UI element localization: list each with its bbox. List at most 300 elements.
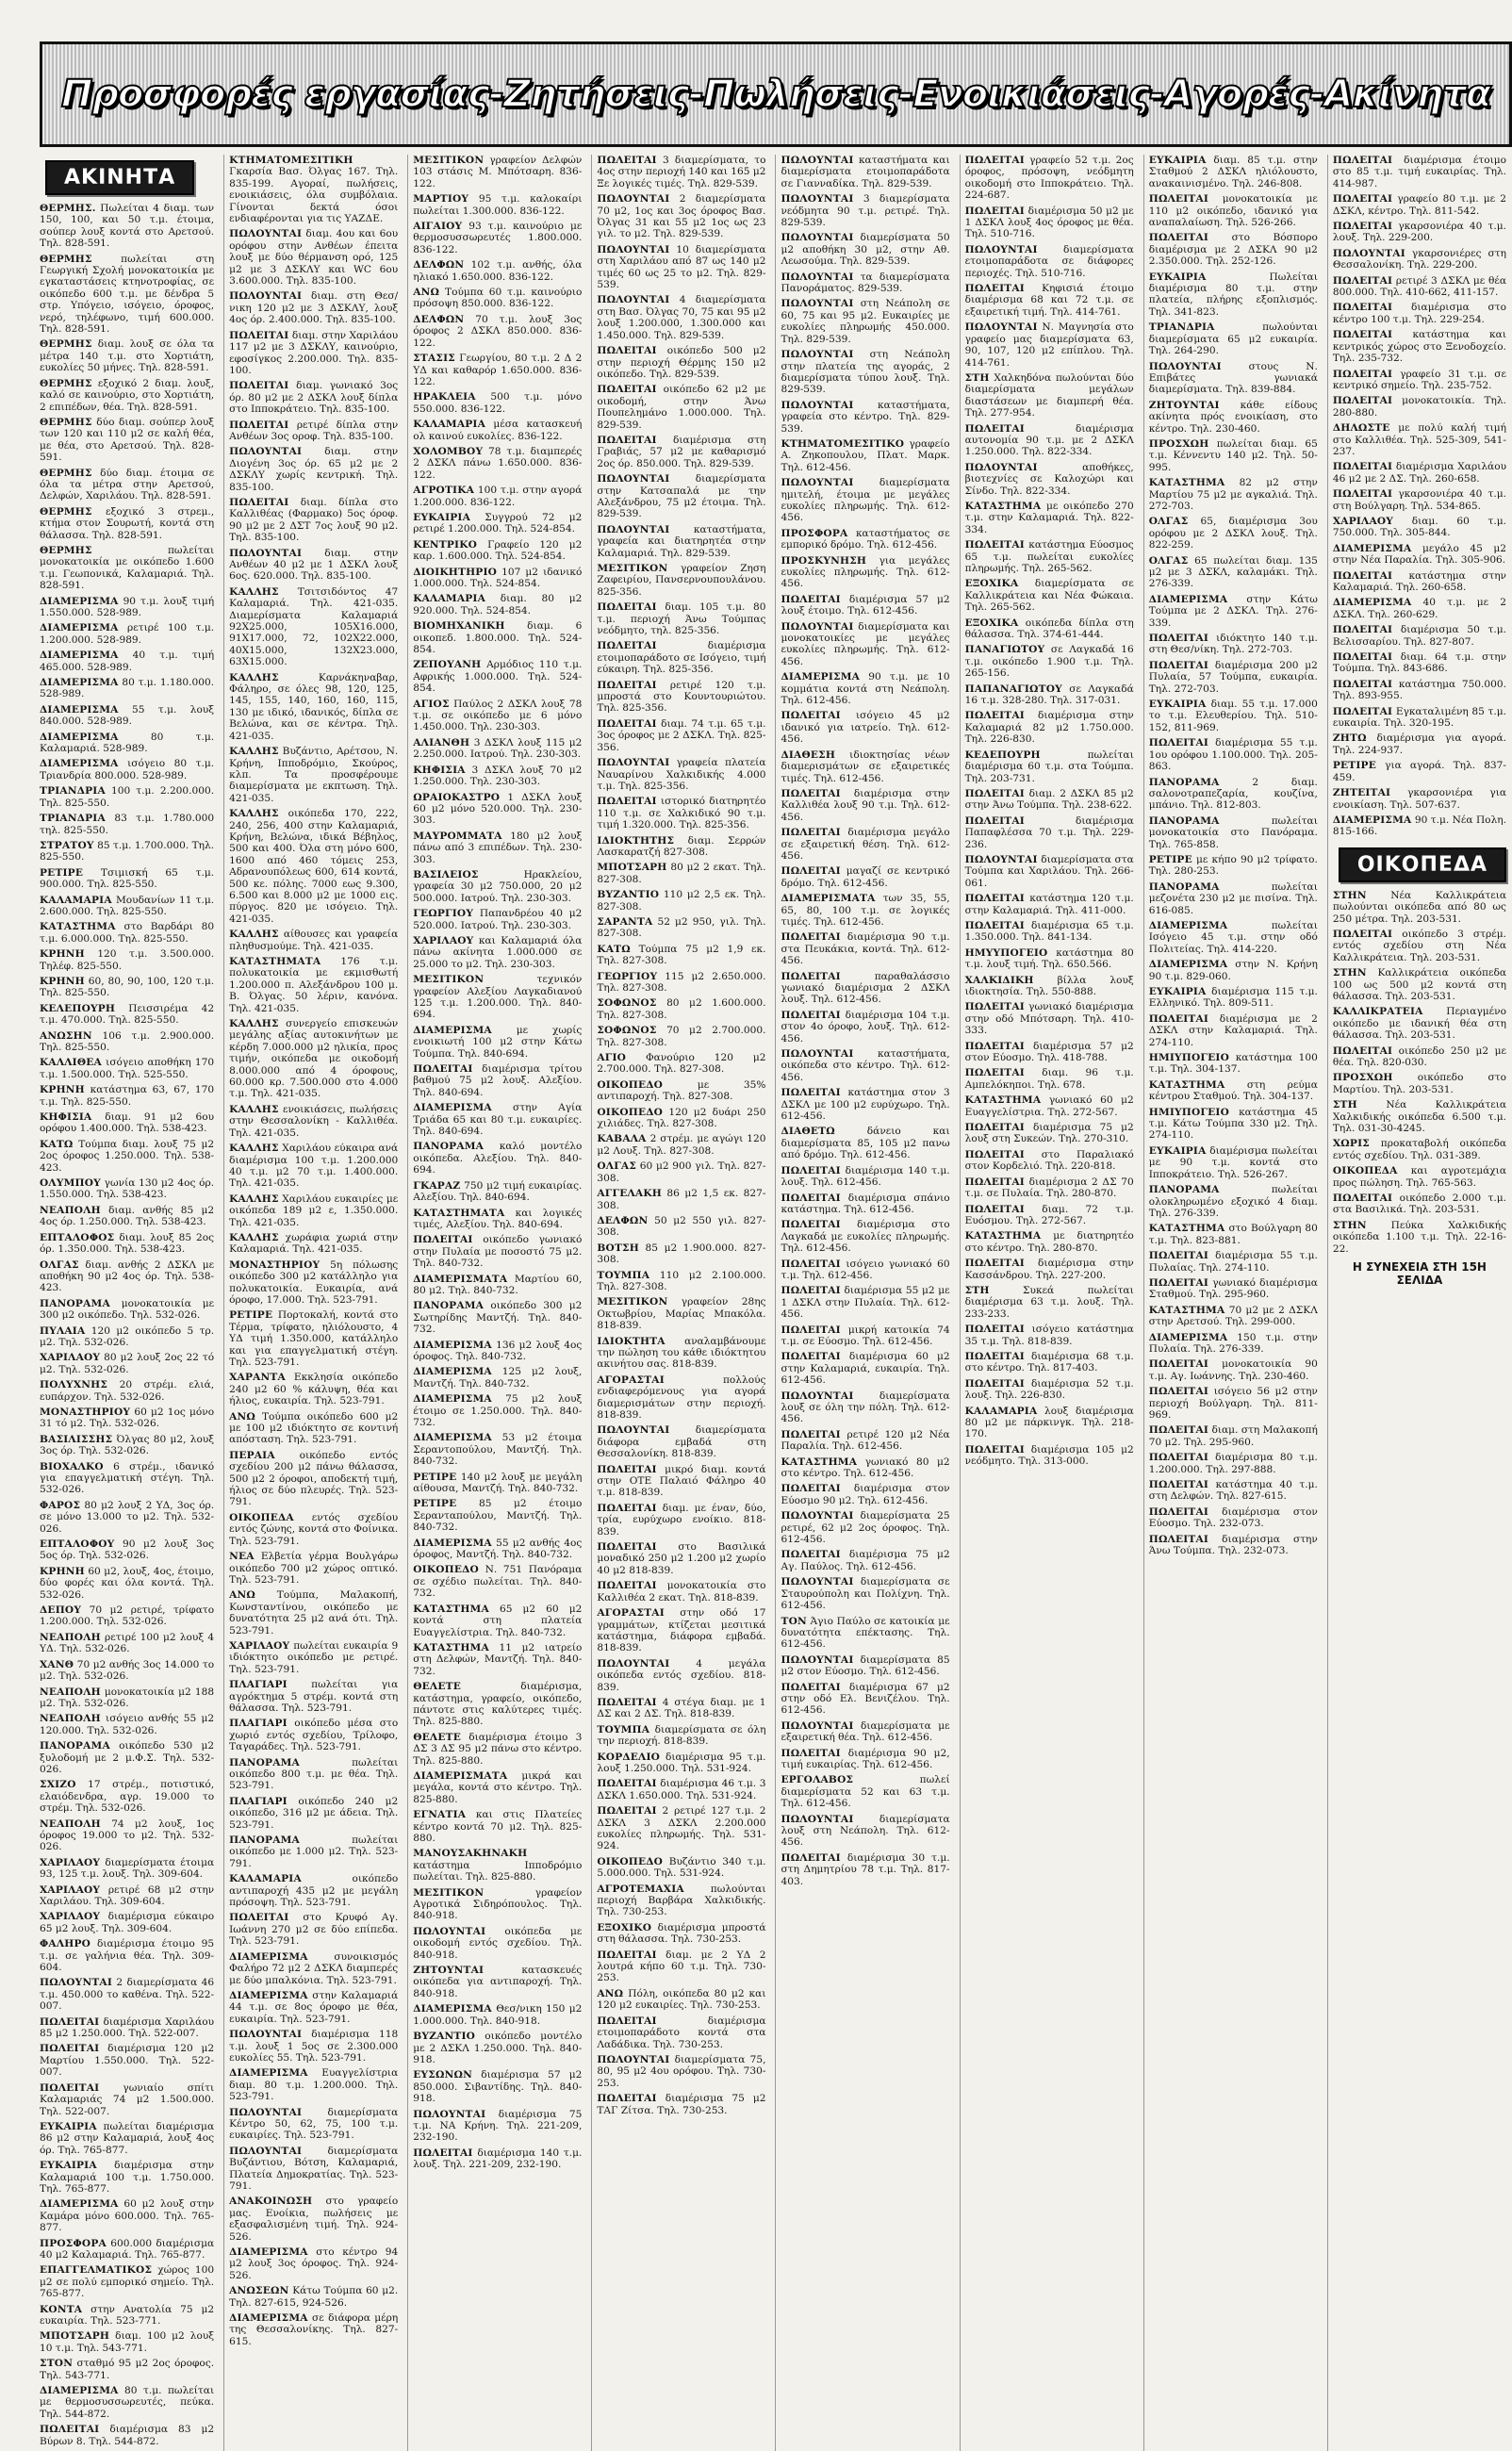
classified-ad bbox=[40, 1604, 214, 1628]
ad-text: Πόλη, οικόπεδα 80 μ2 και 120 μ2 ευκαιρίες. Τηλ. 730-253. bbox=[597, 1987, 766, 2012]
classified-ad bbox=[413, 1564, 582, 1599]
ad-text: διαμέρισμα 75 μ2 λουξ στη Συκεών. Τηλ. 270-310. bbox=[964, 1122, 1134, 1145]
classified-ad bbox=[413, 1432, 582, 1467]
ad-text: σε διάφορα μέρη της Θεσσαλονίκης. Τηλ. 827-615. bbox=[229, 2312, 399, 2347]
classified-ad bbox=[965, 1378, 1134, 1402]
classified-ad bbox=[781, 1258, 949, 1282]
ad-lead-word: ΠΑΝΟΡΑΜΑ bbox=[1148, 814, 1220, 827]
ad-lead-word: ΕΠΤΑΛΟΦΟΥ bbox=[40, 1538, 115, 1551]
ad-lead-word: ΕΥΚΑΙΡΙΑ bbox=[1148, 271, 1207, 283]
classified-ad bbox=[40, 596, 214, 619]
ad-columns bbox=[40, 155, 1507, 2447]
ad-lead-word: ΠΩΛΕΙΤΑΙ bbox=[781, 1851, 841, 1864]
ad-text: οικόπεδα 170, 222, 240, 256, 400 στην Καλαμαριά, Κρήνη, Βελώνα, ιδικά Βέβηλος, 500 και 400. Όλα στη μόνο 600, 1600 από 460 τόμεις 253, Αδρανουπόλεως 600, 614 κοντά, 500 κε. πόλης. 7000 εως 9.300, 6.500 και 8.000 μ2 με 1000 εις. πύργος. 820 με ισόγειο. Τηλ. 421-035. bbox=[229, 808, 399, 925]
ad-text: στη Νεάπολη στην πλατεία της αγοράς, 2 διαμερίσματα τύπου λουξ. Τηλ. 829-539. bbox=[781, 349, 950, 396]
column bbox=[1327, 155, 1506, 2451]
ad-text: οικόπεδο 2.000 τ.μ. στα Βασιλικά. Τηλ. 203-531. bbox=[1332, 1193, 1506, 1216]
classified-ad bbox=[1149, 959, 1318, 982]
ad-text: ισόγειο γωνιακό 60 τ.μ. Τηλ. 612-456. bbox=[781, 1258, 950, 1281]
ad-lead-word: ΠΩΛΟΥΝΤΑΙ bbox=[413, 1925, 486, 1937]
ad-list bbox=[597, 155, 765, 2116]
ad-text: γραφεία πλατεία Ναυαρίνου Χαλκιδικής 4.000 τ.μ. Τηλ. 825-356. bbox=[597, 757, 766, 792]
classified-ad bbox=[965, 283, 1134, 318]
classified-ad bbox=[965, 423, 1134, 458]
classified-ad bbox=[1149, 555, 1318, 590]
classified-ad bbox=[413, 353, 582, 387]
ad-text: 90 τ.μ. Νέα Πολη. 815-166. bbox=[1332, 814, 1506, 838]
ad-lead-word: ΚΑΤΑΣΤΗΜΑ bbox=[413, 1641, 489, 1653]
ad-lead-word: ΠΩΛΕΙΤΑΙ bbox=[597, 155, 657, 166]
ad-lead-word: ΚΕΝΤΡΙΚΟ bbox=[413, 538, 478, 551]
ad-lead-word: ΜΟΝΑΣΤΗΡΙΟΥ bbox=[229, 1258, 320, 1271]
classified-ad bbox=[413, 765, 582, 788]
ad-lead-word: ΟΛΓΑΣ bbox=[1148, 554, 1189, 567]
ad-lead-word: ΠΩΛΕΙΤΑΙ bbox=[1332, 274, 1393, 287]
ad-lead-word: ΧΑΡΙΛΑΟΥ bbox=[229, 1639, 290, 1652]
ad-lead-word: ΑΝΩ bbox=[597, 1987, 624, 1999]
ad-text: διαμ. 64 τ.μ. στην Τούμπα. Τηλ. 843-686. bbox=[1332, 651, 1506, 675]
ad-lead-word: ΠΩΛΕΙΤΑΙ bbox=[964, 539, 1025, 551]
ad-lead-word: ΠΩΛΕΙΤΑΙ bbox=[781, 593, 841, 605]
ad-text: 80 τ.μ. Καλαμαριά. 528-989. bbox=[40, 731, 215, 755]
classified-ad bbox=[1149, 1305, 1318, 1328]
ad-text: Μουδανίων 11 τ.μ. 2.600.000. Τηλ. 825-550. bbox=[40, 894, 215, 917]
classified-ad bbox=[413, 419, 582, 442]
ad-lead-word: ΟΛΓΑΣ bbox=[597, 1160, 637, 1173]
ad-lead-word: ΠΩΛΕΙΤΑΙ bbox=[964, 283, 1025, 295]
ad-text: Παπανδρέου 40 μ2 520.000. Ιατρού. Τηλ. 230-303. bbox=[413, 908, 583, 931]
ad-lead-word: ΣΑΡΑΝΤΑ bbox=[597, 915, 653, 928]
ad-text: χώρος 100 μ2 σε πολύ εμπορικό σημείο. Τηλ. 765-877. bbox=[40, 2264, 215, 2300]
ad-lead-word: ΠΩΛΕΙΤΑΙ bbox=[1332, 651, 1393, 664]
ad-text: διαμέρισμα στο Λαγκαδά με ευκολίες πληρωμής. Τηλ. 612-456. bbox=[781, 1219, 950, 1255]
classified-ad bbox=[781, 477, 949, 524]
ad-lead-word: ΠΩΛΟΥΝΤΑΙ bbox=[229, 446, 303, 458]
ad-lead-word: ΝΕΑΠΟΛΗ bbox=[40, 1204, 101, 1216]
ad-text: γκαρσονιέρα 40 τ.μ. στη Βούλγαρη. Τηλ. 534-865. bbox=[1332, 488, 1506, 512]
classified-ad bbox=[781, 193, 949, 228]
ad-lead-word: ΠΩΛΕΙΤΑΙ bbox=[1148, 1386, 1209, 1398]
classified-ad bbox=[1333, 929, 1506, 963]
ad-text: Πεύκα Χαλκιδικής οικόπεδα 1.100 τ.μ. Τηλ. 22-16-22. bbox=[1332, 1219, 1506, 1255]
classified-ad bbox=[1149, 1223, 1318, 1246]
ad-lead-word: ΔΙΑΜΕΡΙΣΜΑ bbox=[413, 1432, 492, 1444]
classified-ad bbox=[781, 1748, 949, 1771]
ad-lead-word: ΕΞΟΧΙΚΑ bbox=[964, 578, 1019, 590]
ad-text: διαμ. ανθής 2 ΔΣΚΛ με αποθήκη 90 μ2 4ος όρ. Τηλ. 538-423. bbox=[40, 1258, 215, 1294]
ad-lead-word: ΠΩΛΕΙΤΑΙ bbox=[1332, 678, 1393, 690]
classified-ad bbox=[597, 1922, 765, 1946]
classified-ad bbox=[1333, 651, 1506, 675]
ad-text: Κηφισιά έτοιμο διαμέρισμα 68 και 72 τ.μ. σε εξαιρετική τιμή. Τηλ. 414-761. bbox=[964, 283, 1134, 318]
ad-text: στο Βόσπορο διαμέρισμα με 2 ΔΣΚΛ 90 μ2 2.350.000. Τηλ. 252-126. bbox=[1148, 232, 1318, 268]
ad-text: 120 τ.μ. 3.500.000. Τηλέφ. 825-550. bbox=[40, 948, 215, 972]
classified-ad bbox=[597, 718, 765, 753]
classified-ad bbox=[413, 2109, 582, 2144]
classified-ad bbox=[965, 1444, 1134, 1468]
classified-ad bbox=[781, 1774, 949, 1809]
ad-lead-word: ΔΕΠΟΥ bbox=[40, 1604, 82, 1617]
ad-lead-word: ΠΩΛΕΙΤΑΙ bbox=[781, 1324, 841, 1336]
ad-lead-word: ΚΑΛΛΗΣ bbox=[229, 1231, 279, 1243]
ad-lead-word: ΔΙΑΜΕΡΙΣΜΑ bbox=[40, 2198, 119, 2211]
classified-ad bbox=[229, 2246, 398, 2281]
ad-list bbox=[413, 155, 582, 2171]
ad-text: 90 μ2 λουξ 3ος 5ος όρ. Τηλ. 532-026. bbox=[40, 1538, 215, 1562]
classified-ad bbox=[1333, 787, 1506, 811]
ad-text: Συγγρού 72 μ2 ρετιρέ 1.200.000. Τηλ. 524-854. bbox=[413, 511, 583, 535]
ad-lead-word: ΠΡΟΣΚΥΝΗΣΗ bbox=[781, 554, 867, 567]
classified-ad bbox=[40, 1686, 214, 1710]
ad-text: 4 στέγα διαμ. με 1 ΔΣ και 2 ΔΣ. Τηλ. 818-839. bbox=[597, 1696, 766, 1720]
classified-ad bbox=[1333, 155, 1506, 189]
classified-ad bbox=[1149, 920, 1318, 955]
classified-ad bbox=[40, 1406, 214, 1430]
classified-ad bbox=[1149, 321, 1318, 356]
classified-ad bbox=[40, 1538, 214, 1562]
classified-ad bbox=[229, 1718, 398, 1752]
ad-lead-word: ΠΩΛΟΥΝΤΑΙ bbox=[40, 1977, 112, 1989]
ad-text: διαμέρισμα στην Καλαμαριά 82 μ2 1.750.000. Τηλ. 226-830. bbox=[964, 710, 1134, 746]
ad-text: 53 μ2 έτοιμα Σεραντοπούλου, Μαντζή. Τηλ. 840-732. bbox=[413, 1432, 583, 1468]
ad-lead-word: ΠΑΝΟΡΑΜΑ bbox=[1148, 880, 1220, 893]
ad-lead-word: ΠΩΛΕΙΤΑΙ bbox=[781, 1428, 841, 1440]
ad-text: γωνιαίο σπίτι Καλαμαριάς 74 μ2 1.500.000. Τηλ. 522-007. bbox=[40, 2081, 215, 2117]
classified-ad bbox=[1149, 1145, 1318, 1180]
classified-ad bbox=[1149, 660, 1318, 695]
ad-lead-word: ΔΙΑΜΕΡΙΣΜΑ bbox=[413, 1339, 492, 1351]
ad-lead-word: ΜΕΣΙΤΙΚΟΝ bbox=[413, 155, 485, 166]
ad-lead-word: ΔΙΑΜΕΡΙΣΜΑ bbox=[1148, 919, 1228, 931]
classified-ad bbox=[229, 380, 398, 415]
classified-ad bbox=[413, 1102, 582, 1137]
ad-lead-word: ΠΡΟΣΧΩΗ bbox=[1148, 437, 1209, 450]
ad-text: Καρνάκηναβαρ, Φάληρο, σε όλες 98, 120, 125, 145, 155, 140, 160, 160, 115, 130 με ιδικό, ιδανικός, δίπλα σε Βελώνα, και σε κέντρα. Τηλ. 421-035. bbox=[229, 671, 399, 742]
classified-ad bbox=[597, 473, 765, 520]
ad-text: διαμερίσματα σε Καλλικράτεια και Νέα Φώκαια. Τηλ. 265-562. bbox=[964, 578, 1134, 614]
classified-ad bbox=[781, 594, 949, 617]
ad-text: οικόπεδο γωνιακό στην Πυλαία με ποσοστό 75 μ2. Τηλ. 840-732. bbox=[413, 1234, 583, 1270]
ad-text: Περιαγμένο οικόπεδο με ιδανική θέα στη θάλασσα. Τηλ. 203-531. bbox=[1332, 1006, 1506, 1042]
classified-ad bbox=[597, 1464, 765, 1499]
classified-ad bbox=[597, 1752, 765, 1775]
ad-text: με πολύ καλή τιμή στο Καλλιθέα. Τηλ. 525-309, 541-237. bbox=[1332, 422, 1506, 457]
classified-ad bbox=[40, 1632, 214, 1655]
classified-ad bbox=[229, 1951, 398, 1986]
ad-lead-word: ΠΩΛΕΙΤΑΙ bbox=[964, 1350, 1025, 1362]
ad-text: 80 τ.μ. πωλείται με θερμοσυσσωρευτές, πεύκα. Τηλ. 544-872. bbox=[40, 2385, 215, 2420]
ad-lead-word: ΚΑΛΛΙΘΕΑ bbox=[40, 1057, 102, 1069]
classified-ad bbox=[781, 1510, 949, 1545]
classified-ad bbox=[965, 539, 1134, 574]
ad-text: ισόγειο κατάστημα 35 τ.μ. Τηλ. 818-839. bbox=[964, 1324, 1134, 1347]
classified-ad bbox=[413, 221, 582, 255]
ad-text: μονοκατοικία με 300 μ2 οικόπεδο. Τηλ. 532-026. bbox=[40, 1297, 215, 1322]
classified-ad bbox=[781, 893, 949, 928]
classified-ad bbox=[40, 417, 214, 464]
ad-text: 55 τ.μ. λουξ 840.000. 528-989. bbox=[40, 703, 215, 728]
ad-lead-word: ΠΩΛΕΙΤΑΙ bbox=[40, 2015, 100, 2028]
classified-ad bbox=[965, 947, 1134, 971]
ad-text: 80 μ2 λουξ 2ος 22 τό μ2. Τηλ. 532-026. bbox=[40, 1352, 215, 1375]
ad-text: ρετιρέ 3 ΔΣΚΛ με θέα 800.000. Τηλ. 410-662, 411-157. bbox=[1332, 274, 1506, 299]
ad-lead-word: ΣΤΗ bbox=[1332, 1099, 1357, 1111]
ad-lead-word: ΚΑΛΛΗΣ bbox=[229, 585, 279, 598]
classified-ad bbox=[965, 617, 1134, 641]
ad-lead-word: ΡΕΤΙΡΕ bbox=[40, 866, 84, 879]
ad-text: οικόπεδο 62 μ2 με οικοδομή, στην Άνω Πουπελημάνο 1.000.000. Τηλ. 829-539. bbox=[597, 384, 766, 431]
classified-ad bbox=[781, 827, 949, 862]
ad-text: ιδιοκτησίας νέων διαμερισμάτων σε εξαιρετικές τιμές. Τηλ. 612-456. bbox=[781, 748, 950, 784]
ad-lead-word: ΒΑΣΙΛΕΙΟΣ bbox=[413, 868, 479, 880]
classified-ad bbox=[597, 563, 765, 598]
ad-text: διαμ. 6 οικοπεδ. 1.800.000. Τηλ. 524-854. bbox=[413, 620, 583, 656]
classified-ad bbox=[1333, 1165, 1506, 1189]
ad-text: διαμέρισμα 104 τ.μ. στον 4ο όροφο, λουξ. Τηλ. 612-456. bbox=[781, 1009, 950, 1045]
classified-ad bbox=[40, 1139, 214, 1174]
classified-ad bbox=[413, 314, 582, 349]
classified-ad bbox=[965, 372, 1134, 419]
ad-text: με διατηρητέο στο κέντρο. Τηλ. 280-870. bbox=[964, 1230, 1134, 1254]
ad-text: διαμ. στην Ανθέων 40 μ2 με 1 ΔΣΚΛ λουξ 6ος. 620.000. Τηλ. 835-100. bbox=[229, 547, 399, 583]
ad-lead-word: ΠΩΛΕΙΤΑΙ bbox=[964, 1176, 1025, 1188]
classified-ad bbox=[597, 971, 765, 995]
ad-text: πωλείται διαμ. 65 τ.μ. Κέννεντυ 140 μ2. Τηλ. 50-995. bbox=[1148, 437, 1318, 473]
classified-ad bbox=[1149, 1277, 1318, 1301]
ad-text: και Καλαμαριά όλα πάνω ακίνητα 1.000.000 σε 25.000 το μ2. Τηλ. 230-303. bbox=[413, 934, 583, 970]
ad-text: διαμερίσματα ημιτελή, έτοιμα με μεγάλες ευκολίες πληρωμής. Τηλ. 612-456. bbox=[781, 477, 950, 524]
classified-ad bbox=[781, 931, 949, 966]
ad-text: διαμέρισμα ετοιμοπαράδοτο κοντά στα Λαδάδικα. Τηλ. 730-253. bbox=[597, 2015, 766, 2050]
classified-ad bbox=[40, 677, 214, 700]
ad-text: διαμέρισμα έτοιμο 3 ΔΣ 3 ΔΣ 95 μ2 πάνω στο κέντρο. Τηλ. 825-880. bbox=[413, 1731, 583, 1767]
classified-ad bbox=[597, 1107, 765, 1130]
ad-text: Βυζάντιο, Αρέτσου, Ν. Κρήνη, Ιπποδρόμιο, Σκούρος, κλπ. Τα προσφέρουμε διαμερίσματα με εκπτωση. Τηλ. 421-035. bbox=[229, 746, 399, 804]
ad-list bbox=[1333, 155, 1506, 838]
classified-ad bbox=[965, 1406, 1134, 1440]
ad-lead-word: ΚΑΤΑΣΤΗΜΑ bbox=[413, 1603, 489, 1615]
ad-text: 80 τ.μ. 1.180.000. 528-989. bbox=[40, 677, 215, 700]
classified-ad bbox=[1333, 329, 1506, 364]
ad-lead-word: ΠΩΛΟΥΝΤΑΙ bbox=[229, 2106, 303, 2118]
ad-lead-word: ΘΕΡΜΗΣ. bbox=[40, 203, 96, 214]
classified-ad bbox=[781, 971, 949, 1006]
ad-lead-word: ΔΙΑΜΕΡΙΣΜΑ bbox=[40, 622, 119, 634]
ad-lead-word: ΠΩΛΟΥΝΤΑΙ bbox=[413, 2108, 486, 2120]
ad-text: κατάστημα στην Καλαμαριά. Τηλ. 260-658. bbox=[1332, 569, 1506, 593]
classified-ad bbox=[229, 1372, 398, 1406]
classified-ad bbox=[40, 1205, 214, 1228]
ad-lead-word: ΕΥΣΩΝΩΝ bbox=[413, 2069, 472, 2081]
ad-lead-word: ΠΩΛΕΙΤΑΙ bbox=[1148, 232, 1209, 244]
column bbox=[960, 155, 1134, 2451]
classified-ad bbox=[597, 2015, 765, 2050]
ad-lead-word: ΖΗΤΟΥΝΤΑΙ bbox=[413, 1965, 485, 1977]
ad-text: διαμέρισμα έτοιμο 95 τ.μ. σε γαλήνια θέα. Τηλ. 309-604. bbox=[40, 1938, 215, 1974]
classified-ad bbox=[597, 1424, 765, 1459]
ad-text: Βυζάντιο 340 τ.μ. 5.000.000. Τηλ. 531-924. bbox=[597, 1855, 766, 1880]
ad-lead-word: ΟΙΚΟΠΕΔΑ bbox=[229, 1511, 294, 1523]
ad-text: Πορτοκαλή, κοντά στο Τέρμα, τρίφατο, ηλιόλουστο, 4 ΥΔ τιμή 1.350.000, κατάλληλο και για επαγγελματική στέγη. Τηλ. 523-791. bbox=[229, 1309, 399, 1368]
ad-lead-word: ΘΕΡΜΗΣ bbox=[40, 544, 92, 556]
classified-ad bbox=[597, 1503, 765, 1538]
classified-ad bbox=[597, 640, 765, 675]
ad-lead-word: ΠΩΛΕΙΤΑΙ bbox=[1148, 1452, 1209, 1464]
ad-text: διαμέρισμα αυτονομία 90 τ.μ. με 2 ΔΣΚΛ 1.250.000. Τηλ. 822-334. bbox=[964, 422, 1134, 458]
ad-list-oikopeda bbox=[1333, 890, 1506, 1255]
classified-ad bbox=[413, 567, 582, 590]
ad-text: διαμέρισμα μεγάλο σε εξαιρετική θέση. Τηλ. 612-456. bbox=[781, 827, 950, 862]
classified-ad bbox=[597, 1215, 765, 1239]
ad-lead-word: ΠΩΛΕΙΤΑΙ bbox=[781, 1681, 841, 1693]
classified-ad bbox=[413, 659, 582, 694]
ad-text: πωλείται οικόπεδο 800 τ.μ. με θέα. Τηλ. 523-791. bbox=[229, 1756, 399, 1792]
ad-text: δύο διαμ. έτοιμα σε όλα τα μέτρα στην Αρετσού, Δελφών, Χαριλάου. Τηλ. 828-591. bbox=[40, 467, 215, 502]
classified-ad bbox=[40, 2198, 214, 2233]
ad-text: διαμέρισμα 60 μ2 στην Καλαμαριά, ευκαιρία. Τηλ. 612-456. bbox=[781, 1351, 950, 1387]
ad-text: στο Κρυφό Αγ. Ιωάννη 270 μ2 σε δύο επίπεδα. Τηλ. 523-791. bbox=[229, 1912, 399, 1948]
ad-text: Θεσ/νικη 150 μ2 1.000.000. Τηλ. 840-918. bbox=[413, 2003, 583, 2027]
ad-lead-word: ΗΜΙΥΠΟΓΕΙΟ bbox=[1148, 1106, 1229, 1118]
ad-text: Ν. 751 Πανόραμα σε σχέδιο πωλείται. Τηλ. 840-732. bbox=[413, 1564, 583, 1600]
column bbox=[1143, 155, 1318, 2451]
classified-ad bbox=[965, 815, 1134, 850]
ad-text: 3 διαμερίσματα νεόδμητα 90 τ.μ. ρετιρέ. Τηλ. 829-539. bbox=[781, 193, 950, 229]
classified-ad bbox=[1333, 732, 1506, 756]
ad-text: μεγάλο 45 μ2 στην Νέα Παραλία. Τηλ. 305-906. bbox=[1332, 542, 1506, 567]
classified-ad bbox=[413, 539, 582, 563]
column bbox=[40, 155, 214, 2451]
ad-text: δάνειο και διαμερίσματα 85, 105 μ2 πανω από δρόμο. Τηλ. 612-456. bbox=[781, 1126, 950, 1161]
ad-text: διαμέρισμα στον Εύοσμο 90 μ2. Τηλ. 612-456. bbox=[781, 1483, 950, 1506]
classified-ad bbox=[597, 384, 765, 431]
classified-ad bbox=[781, 1390, 949, 1425]
classified-ad bbox=[229, 1640, 398, 1675]
ad-text: διαμέρισμα 2 ΔΣ 70 τ.μ. σε Πυλαία. Τηλ. 280-870. bbox=[964, 1176, 1134, 1200]
ad-text: πωλείται στη Γεωργική Σχολή μονοκατοικία με εγκαταστάσεις κτηνοτροφίας, σε οικόπεδο 600 τ.μ. με δένδρα 5 στρ. Υπόγειο, ισόγειο, όροφος, νερό, τηλέφωνο, τιμή 600.000. Τηλ. 828-591. bbox=[40, 253, 215, 336]
ad-text: στην Ν. Κρήνη 90 τ.μ. 829-060. bbox=[1148, 959, 1318, 982]
classified-ad bbox=[413, 1887, 582, 1922]
ad-lead-word: ΚΑΤΑΣΤΗΜΑ bbox=[1148, 1078, 1225, 1091]
ad-lead-word: ΣΤΗΝ bbox=[1332, 889, 1367, 901]
ad-lead-word: ΠΩΛΟΥΝΤΑΙ bbox=[781, 399, 854, 411]
ad-lead-word: ΔΙΑΜΕΡΙΣΜΑ bbox=[229, 2067, 308, 2080]
ad-text: διαμ. στη Μαλακοπή 70 μ2. Τηλ. 295-960. bbox=[1148, 1424, 1318, 1448]
ad-text: μικρό διαμ. κοντά στην ΟΤΕ Παλαιό Φάληρο 40 τ.μ. 818-839. bbox=[597, 1463, 766, 1499]
classified-ad bbox=[1149, 155, 1318, 189]
ad-lead-word: ΣΤΗΝ bbox=[1332, 1219, 1367, 1231]
classified-ad bbox=[40, 1030, 214, 1054]
classified-ad bbox=[229, 2285, 398, 2309]
ad-lead-word: ΔΗΛΩΣΤΕ bbox=[1332, 422, 1390, 435]
classified-ad bbox=[1333, 1045, 1506, 1069]
column bbox=[407, 155, 582, 2451]
ad-text: Πωλείται 4 διαμ. των 150, 100, και 50 τ.μ. έτοιμα, σούπερ λουξ κοντά στο Αρετσού. Τηλ. 828-591. bbox=[40, 203, 215, 250]
classified-ad bbox=[781, 528, 949, 551]
ad-lead-word: ΕΥΚΑΙΡΙΑ bbox=[40, 2160, 97, 2172]
classified-ad bbox=[1149, 1079, 1318, 1103]
classified-ad bbox=[1149, 1534, 1318, 1557]
classified-ad bbox=[229, 1259, 398, 1307]
ad-text: διαμέρισμα στον Εύοσμο. Τηλ. 232-073. bbox=[1148, 1505, 1318, 1530]
ad-text: διαμερίσματα Βυζάντιου, Βότση, Καλαμαριά, Πλατεία Δημοκρατίας. Τηλ. 523-791. bbox=[229, 2145, 399, 2192]
classified-ad bbox=[1149, 815, 1318, 850]
ad-text: διαμέρισμα Χαριλάου 85 μ2 1.250.000. Τηλ. 522-007. bbox=[40, 2015, 215, 2040]
ad-text: κατάστημα 40 τ.μ. στη Δελφών. Τηλ. 827-615. bbox=[1148, 1479, 1318, 1503]
ad-lead-word: ΚΑΤΑΣΤΗΜΑ bbox=[964, 500, 1042, 512]
ad-lead-word: ΣΤΑΣΙΣ bbox=[413, 353, 455, 365]
classified-ad bbox=[1149, 1013, 1318, 1048]
classified-ad bbox=[597, 997, 765, 1021]
ad-text: οικόπεδα δίπλα στη θάλασσα. Τηλ. 374-61-444. bbox=[964, 617, 1134, 641]
ad-text: διαμέρισμα 57 μ2 850.000. Σιβαντίδης. Τηλ. 840-918. bbox=[413, 2069, 583, 2105]
ad-text: 90 τ.μ. λουξ τιμή 1.550.000. 528-989. bbox=[40, 595, 215, 618]
classified-ad bbox=[413, 620, 582, 655]
ad-text: διαμ. 72 τ.μ. Ευόσμου. Τηλ. 272-567. bbox=[964, 1203, 1134, 1226]
ad-lead-word: ΒΙΟΜΗΧΑΝΙΚΗ bbox=[413, 620, 505, 633]
classified-ad bbox=[40, 1177, 214, 1201]
ad-text: γραφείο 52 τ.μ. 2ος όροφος, πρόσοψη, νεόδμητη οικοδομή στο Ιπποκράτειο. Τηλ. 224-687. bbox=[964, 155, 1134, 202]
ad-lead-word: ΠΩΛΕΙΤΑΙ bbox=[40, 2424, 100, 2436]
ad-lead-word: ΠΩΛΕΙΤΑΙ bbox=[597, 2015, 657, 2027]
ad-lead-word: ΣΤΗΝ bbox=[1332, 967, 1367, 979]
ad-lead-word: ΚΑΛΑΜΑΡΙΑ bbox=[413, 419, 485, 431]
ad-lead-word: ΠΩΛΕΙΤΑΙ bbox=[781, 1009, 841, 1021]
classified-ad bbox=[597, 1052, 765, 1076]
classified-ad bbox=[597, 944, 765, 967]
ad-text: Φανούριο 120 μ2 2.700.000. Τηλ. 827-308. bbox=[597, 1052, 766, 1076]
ad-lead-word: ΠΩΛΕΙΤΑΙ bbox=[1148, 1012, 1209, 1025]
ad-text: 136 μ2 λουξ 4ος όροφος. Τηλ. 840-732. bbox=[413, 1339, 583, 1362]
ad-text: πωλεί διαμερίσματα 52 και 63 τ.μ. Τηλ. 612-456. bbox=[781, 1774, 950, 1810]
ad-lead-word: ΠΩΛΟΥΝΤΑΙ bbox=[781, 1576, 854, 1588]
classified-ad bbox=[781, 788, 949, 823]
ad-text: και λογικές τιμές, Αλεξίου. Τηλ. 840-694. bbox=[413, 1207, 583, 1230]
ad-text: πολλούς ενδιαφερόμενους για αγορά διαμερισμάτων στην περιοχή. 818-839. bbox=[597, 1374, 766, 1421]
ad-text: διαμ. 85 τ.μ. στην Σταθμού 2 ΔΣΚΛ ηλιόλουστο, ανακαινισμένο. Τηλ. 246-808. bbox=[1148, 155, 1318, 189]
ad-lead-word: ΠΩΛΕΙΤΑΙ bbox=[1148, 1479, 1209, 1491]
ad-text: διαμερίσματα και μονοκατοικίες με μεγάλες ευκολίες πληρωμής. Τηλ. 612-456. bbox=[781, 620, 950, 667]
ad-lead-word: ΠΩΛΕΙΤΑΙ bbox=[964, 1324, 1025, 1336]
ad-text: 110 μ2 2,5 εκ. Τηλ. 827-308. bbox=[597, 889, 766, 913]
ad-text: εξοχικό 3 στρεμ., κτήμα στον Σουρωτή, κοντά στη θάλασσα. Τηλ. 828-591. bbox=[40, 505, 215, 541]
ad-lead-word: ΠΩΛΟΥΝΤΑΙ bbox=[781, 1719, 854, 1732]
ad-lead-word: ΝΕΑΠΟΛΗ bbox=[40, 1818, 101, 1830]
classified-ad bbox=[229, 1834, 398, 1869]
classified-ad bbox=[40, 1740, 214, 1775]
column bbox=[775, 155, 949, 2451]
ad-text: πωλείται μονοκατοικία στο Πανόραμα. Τηλ. 765-858. bbox=[1148, 814, 1318, 850]
ad-text: διαμερίσματα στην Κατσαπαλά με την Αλεξάνδρου, 75 μ2 έτοιμα. Τηλ. 829-539. bbox=[597, 473, 766, 520]
ad-text: διαμερίσματα σε όλη την περιοχή. 818-839. bbox=[597, 1723, 766, 1748]
ad-lead-word: ΑΝΩ bbox=[413, 287, 440, 299]
ad-text: γωνιακό διαμέρισμα στην οδό Μπότσαρη. Τηλ. 410-333. bbox=[964, 1001, 1134, 1037]
ad-text: γωνία 130 μ2 4ος όρ. 1.550.000. Τηλ. 538-423. bbox=[40, 1177, 215, 1201]
ad-lead-word: ΝΕΑΠΟΛΗ bbox=[40, 1713, 101, 1725]
ad-text: διαμέρισμα 55 μ2 με 1 ΔΣΚΛ στην Πυλαία. Τηλ. 612-456. bbox=[781, 1285, 950, 1321]
ad-text: 70 τ.μ. λουξ 3ος όροφος 2 ΔΣΚΛ 850.000. 836-122. bbox=[413, 313, 583, 349]
ad-text: Χαριλάου εύκαιρα ανά διαμέρισμα 100 τ.μ. 1.200.000 40 τ.μ. μ2 70 τ.μ. 1.400.000. Τηλ. 421-035. bbox=[229, 1143, 399, 1190]
ad-lead-word: ΔΙΑΜΕΡΙΣΜΑ bbox=[40, 677, 119, 689]
ad-text: αναλαμβάνουμε την πώληση του κάθε ιδιόκτητου ακινήτου σας. 818-839. bbox=[597, 1335, 766, 1371]
classified-ad bbox=[229, 1589, 398, 1637]
classified-ad bbox=[229, 1551, 398, 1586]
classified-ad bbox=[229, 586, 398, 668]
ad-lead-word: ΚΑΛΛΗΣ bbox=[229, 746, 279, 758]
column bbox=[591, 155, 765, 2451]
ad-lead-word: ΚΑΛΛΗΣ bbox=[229, 1193, 279, 1205]
classified-ad bbox=[965, 1204, 1134, 1227]
